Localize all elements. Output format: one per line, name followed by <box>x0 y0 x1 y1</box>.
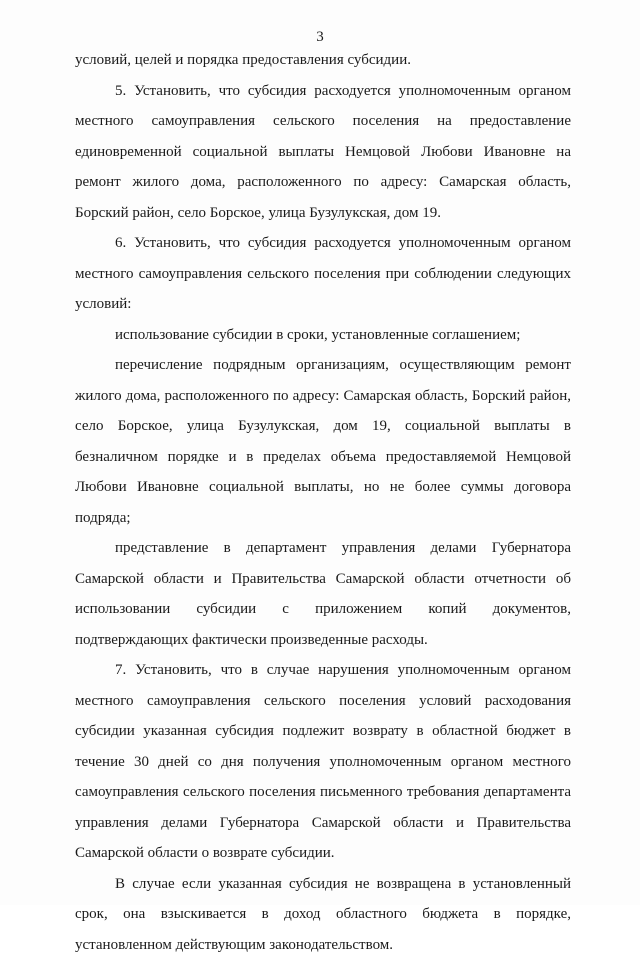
paragraph-condition-terms: использование субсидии в сроки, установленные соглашением; <box>75 320 571 351</box>
paragraph-item-7: 7. Установить, что в случае нарушения уполномоченным органом местного самоуправления сельского поселения условий расходования субсидии указанная субсидия подлежит возврату в областной бюджет в течение 30 дней со дня получения уполномоченным органом местного самоуправления сельского поселения письменного требования департамента управления делами Губернатора Самарской области и Правительства Самарской области о возврате субсидии. <box>75 655 571 869</box>
paragraph-item-5: 5. Установить, что субсидия расходуется уполномоченным органом местного самоуправления сельского поселения на предоставление единовременной социальной выплаты Немцовой Любови Ивановне на ремонт жилого дома, расположенного по адресу: Самарская область, Борский район, село Борское, улица Бузулукская, дом 19. <box>75 76 571 229</box>
paragraph-item-6: 6. Установить, что субсидия расходуется уполномоченным органом местного самоуправления сельского поселения при соблюдении следующих условий: <box>75 228 571 320</box>
paragraph-condition-transfer: перечисление подрядным организациям, осуществляющим ремонт жилого дома, расположенного по адресу: Самарская область, Борский район, село Борское, улица Бузулукская, дом 19, социальной выплаты в безналичном порядке и в пределах объема предоставляемой Немцовой Любови Ивановне социальной выплаты, но не более суммы договора подряда; <box>75 350 571 533</box>
paragraph-condition-reporting: представление в департамент управления делами Губернатора Самарской области и Правительства Самарской области отчетности об использовании субсидии с приложением копий документов, подтверждающих фактически произведенные расходы. <box>75 533 571 655</box>
paragraph-continuation: условий, целей и порядка предоставления субсидии. <box>75 45 571 76</box>
document-body <box>75 45 571 960</box>
page-number: 3 <box>0 28 640 46</box>
paragraph-recovery: В случае если указанная субсидия не возвращена в установленный срок, она взыскивается в доход областного бюджета в порядке, установленном действующим законодательством. <box>75 869 571 960</box>
